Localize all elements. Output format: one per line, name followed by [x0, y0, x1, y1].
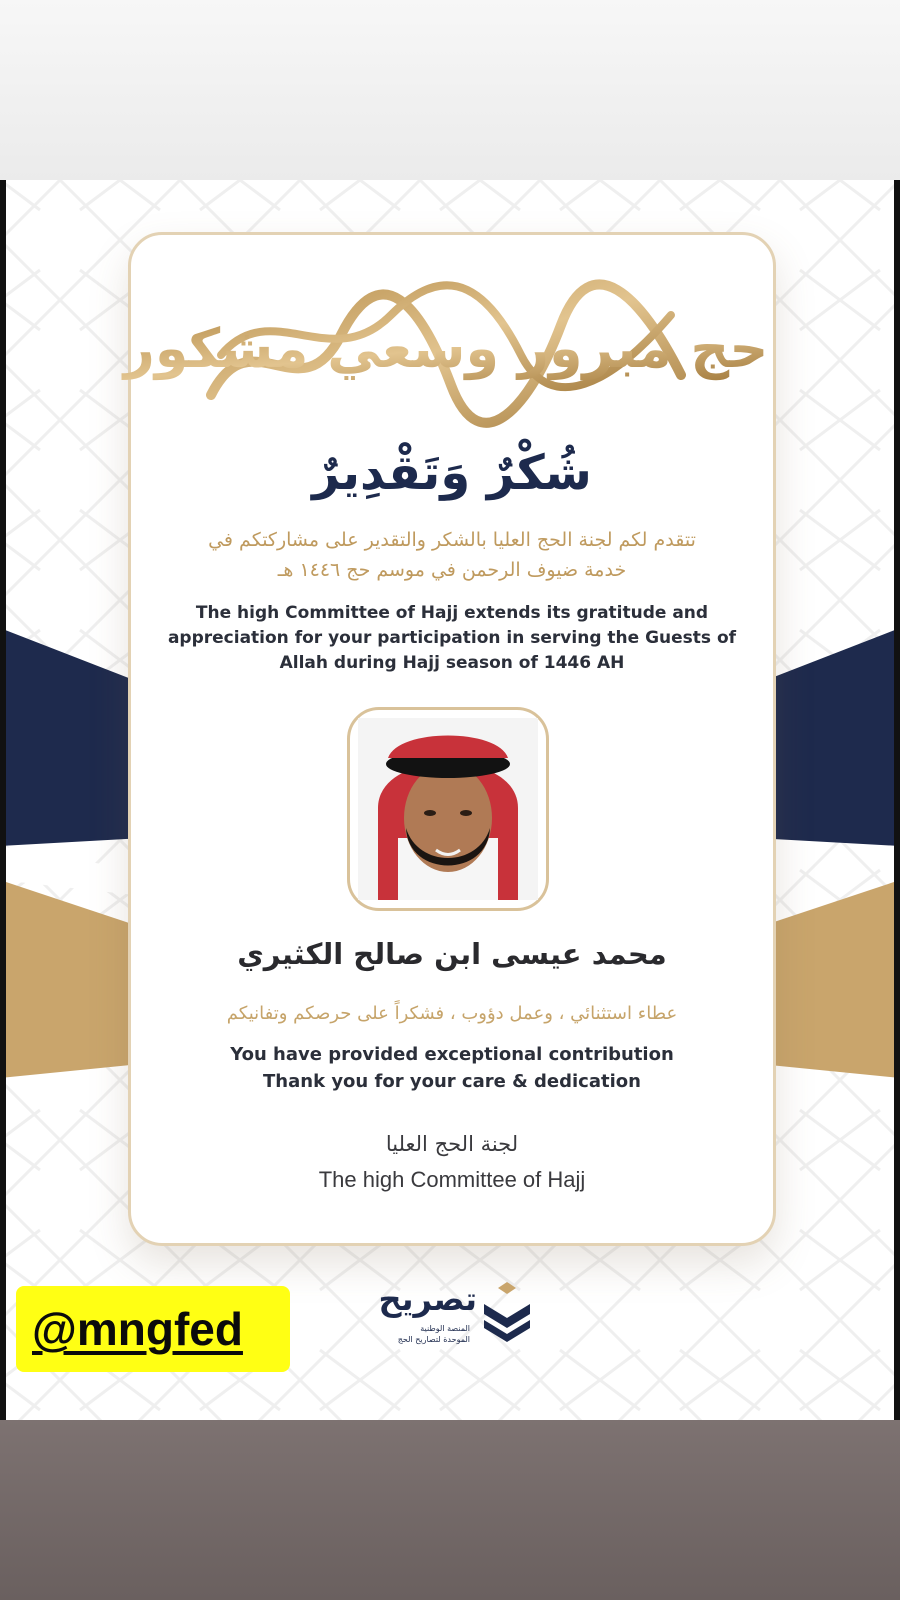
intro-english-line-3: Allah during Hajj season of 1446 AH [279, 653, 625, 673]
mention-handle[interactable]: @mngfed [32, 1303, 243, 1355]
tasreeh-logo [352, 1280, 542, 1350]
certificate-title: شُكْرٌ وَتَقْدِيرٌ [312, 445, 592, 501]
recipient-photo-frame [347, 707, 549, 911]
signature-english: The high Committee of Hajj [318, 1167, 586, 1192]
intro-arabic-line-1: تتقدم لكم لجنة الحج العليا بالشكر والتقدير على مشاركتكم في [208, 529, 696, 551]
certificate-card [123, 232, 776, 1246]
calligraphy-heading [123, 275, 769, 425]
signature-arabic: لجنة الحج العليا [385, 1132, 519, 1156]
frame-edge-right [894, 180, 900, 1420]
intro-arabic-line-2: خدمة ضيوف الرحمن في موسم حج ١٤٤٦ هـ [277, 559, 627, 581]
calligraphy-text: حج مبرور وسعي مشكور [123, 317, 769, 380]
recipient-photo [358, 718, 538, 900]
intro-english-line-1: The high Committee of Hajj extends its gratitude and [195, 603, 709, 623]
story-bottom-band [0, 1420, 900, 1600]
logo-subtitle-line-1: المنصة الوطنية [420, 1324, 470, 1333]
praise-arabic: عطاء استثنائي ، وعمل دؤوب ، فشكراً على حرصكم وتفانيكم [226, 1003, 678, 1024]
recipient-name: محمد عيسى ابن صالح الكثيري [237, 937, 667, 971]
logo-chevron-icon [480, 1282, 534, 1342]
logo-subtitle-line-2: الموحدة لتصاريح الحج [397, 1335, 470, 1344]
praise-english [151, 1041, 753, 1095]
frame-edge-left [0, 180, 6, 1420]
mention-sticker[interactable] [16, 1286, 290, 1372]
story-top-band [0, 0, 900, 180]
certificate-image [0, 180, 900, 1420]
intro-english [161, 601, 743, 676]
praise-english-line-2: Thank you for your care & dedication [263, 1071, 641, 1092]
logo-name: تصريح [378, 1280, 477, 1318]
intro-english-line-2: appreciation for your participation in serving the Guests of [167, 628, 737, 648]
praise-english-line-1: You have provided exceptional contribution [230, 1044, 674, 1065]
intro-arabic [171, 525, 733, 585]
